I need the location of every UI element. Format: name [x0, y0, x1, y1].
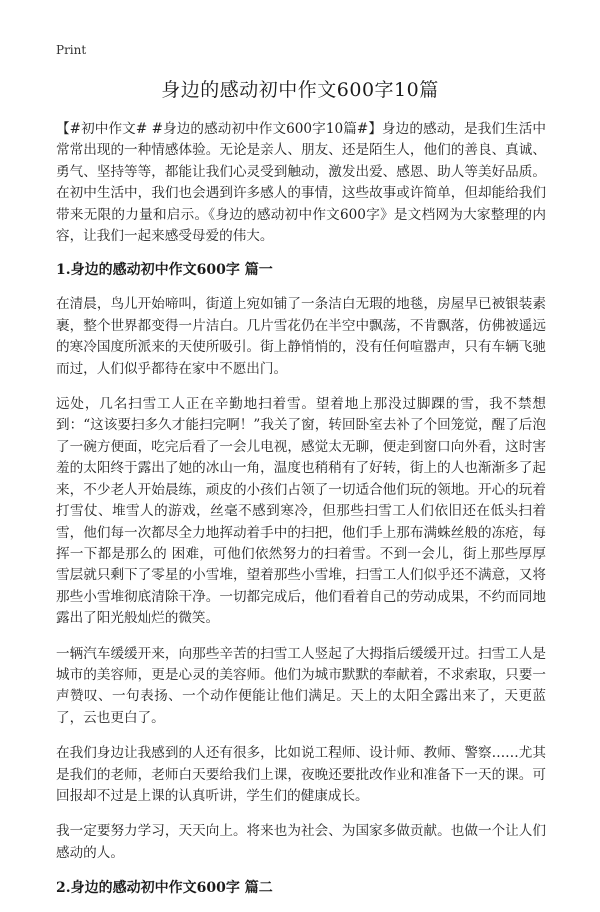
page-title: 身边的感动初中作文600字10篇	[161, 79, 439, 101]
section-heading-1: 1.身边的感动初中作文600字 篇一	[56, 262, 273, 279]
section-heading-2: 2.身边的感动初中作文600字 篇二	[56, 880, 273, 897]
section-1-paragraph-1: 在清晨，鸟儿开始啼叫，街道上宛如铺了一条洁白无瑕的地毯，房屋早已被银装素裹，整个世界都变得一片洁白。几片雪花仍在半空中飘荡，不肯飘落，仿佛被遥远的寒冷国度所派来的天使所吸引。街上静悄悄的，没有任何喧嚣声，只有车辆飞驰而过，人们似乎都待在家中不愿出门。	[56, 296, 546, 377]
intro-paragraph: 【#初中作文# #身边的感动初中作文600字10篇#】身边的感动，是我们生活中常常出现的一种情感体验。无论是亲人、朋友、还是陌生人，他们的善良、真诚、勇气、坚持等等，都能让我们心灵受到触动，激发出爱、感恩、助人等美好品质。在初中生活中，我们也会遇到许多感人的事情，这些故事或许简单，但却能给我们带来无限的力量和启示。《身边的感动初中作文600字》是文档网为大家整理的内容，让我们一起来感受母爱的伟大。	[56, 121, 546, 245]
section-1-paragraph-2: 远处，几名扫雪工人正在辛勤地扫着雪。望着地上那没过脚踝的雪，我不禁想到：“这该要扫多久才能扫完啊！”我关了窗，转回卧室去补了个回笼觉，醒了后泡了一碗方便面，吃完后看了一会儿电视，感觉太无聊，便走到窗口向外看，这时害羞的太阳终于露出了她的冰山一角，温度也稍稍有了好转，街上的人也渐渐多了起来，不少老人开始晨练，顽皮的小孩们占领了一切适合他们玩的领地。开心的玩着打雪仗、堆雪人的游戏，丝毫不感到寒冷，但那些扫雪工人们依旧还在低头扫着雪，他们每一次都尽全力地挥动着手中的扫把，他们手上那布满蛛丝般的冻疮，每挥一下都是那么的 困难，可他们依然努力的扫着雪。不到一会儿，街上那些厚厚雪层就只剩下了零星的小雪堆，望着那些小雪堆，扫雪工人们似乎还不满意，又将那些小雪堆彻底清除干净。一切都完成后，他们看着自己的劳动成果，不约而同地露出了阳光般灿烂的微笑。	[56, 396, 546, 627]
section-1-paragraph-5: 我一定要努力学习，天天向上。将来也为社会、为国家多做贡献。也做一个让人们感动的人。	[56, 823, 546, 861]
document-body	[56, 119, 546, 912]
print-link[interactable]: Print	[56, 43, 87, 57]
section-1-paragraph-4: 在我们身边让我感到的人还有很多，比如说工程师、设计师、教师、警察……尤其是我们的老师，老师白天要给我们上课，夜晚还要批改作业和准备下一天的课。可回报却不过是上课的认真听讲，学生们的健康成长。	[56, 745, 546, 804]
section-1-paragraph-3: 一辆汽车缓缓开来，向那些辛苦的扫雪工人竖起了大拇指后缓缓开过。扫雪工人是城市的美容师，更是心灵的美容师。他们为城市默默的奉献着，不求索取，只要一声赞叹、一句表扬、一个动作便能让他们满足。天上的太阳全露出来了，天更蓝了，云也更白了。	[56, 645, 546, 726]
